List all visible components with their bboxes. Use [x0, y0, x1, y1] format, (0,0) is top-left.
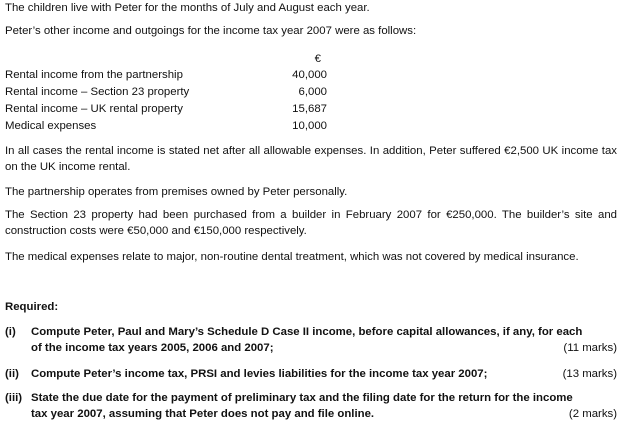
currency-header: €	[314, 53, 321, 65]
row-label: Rental income – Section 23 property	[5, 86, 190, 98]
medical-paragraph: The medical expenses relate to major, non-routine dental treatment, which was not covered by medical insurance.	[5, 251, 579, 263]
marks-label: (2 marks)	[568, 408, 617, 420]
marks-label: (13 marks)	[562, 368, 617, 380]
question-number: (iii)	[5, 392, 23, 404]
intro-text: The children live with Peter for the months of July and August each year.	[5, 2, 370, 14]
question-text	[31, 366, 617, 382]
question-line-text: tax year 2007, assuming that Peter does not pay and file online.	[31, 408, 375, 420]
question-line: State the due date for the payment of preliminary tax and the filing date for the return for the income	[31, 392, 573, 404]
question-line: Compute Peter, Paul and Mary’s Schedule D Case II income, before capital allowances, if any, for each	[31, 326, 583, 338]
table-row	[5, 67, 335, 84]
table-header-row	[5, 51, 335, 67]
marks-label: (11 marks)	[563, 342, 617, 354]
income-lead-text: Peter’s other income and outgoings for the income tax year 2007 were as follows:	[5, 25, 417, 37]
question-line-text: of the income tax years 2005, 2006 and 2007;	[31, 342, 274, 354]
net-income-paragraph: In all cases the rental income is stated net after all allowable expenses. In addition, Peter suffered €2,500 UK income tax on the UK income rental.	[5, 145, 617, 173]
section23-paragraph: The Section 23 property had been purchased from a builder in February 2007 for €250,000. The builder’s site and construction costs were €50,000 and €150,000 respectively.	[5, 209, 617, 237]
partnership-paragraph: The partnership operates from premises owned by Peter personally.	[5, 186, 348, 198]
question-text	[31, 390, 617, 422]
question-line	[31, 366, 617, 382]
question-text	[31, 324, 617, 356]
question-line-text: Compute Peter’s income tax, PRSI and levies liabilities for the income tax year 2007;	[31, 368, 488, 380]
question-number: (i)	[5, 326, 16, 338]
row-value: 40,000	[292, 69, 327, 81]
question-line	[31, 340, 617, 356]
question-number: (ii)	[5, 368, 19, 380]
income-table	[5, 51, 335, 135]
table-row	[5, 118, 335, 135]
required-heading: Required:	[5, 301, 59, 313]
row-value: 15,687	[292, 103, 327, 115]
row-value: 6,000	[298, 86, 327, 98]
row-value: 10,000	[292, 120, 327, 132]
table-row	[5, 84, 335, 101]
row-label: Medical expenses	[5, 120, 97, 132]
question-line	[31, 406, 617, 422]
row-label: Rental income – UK rental property	[5, 103, 183, 115]
row-label: Rental income from the partnership	[5, 69, 183, 81]
table-row	[5, 101, 335, 118]
